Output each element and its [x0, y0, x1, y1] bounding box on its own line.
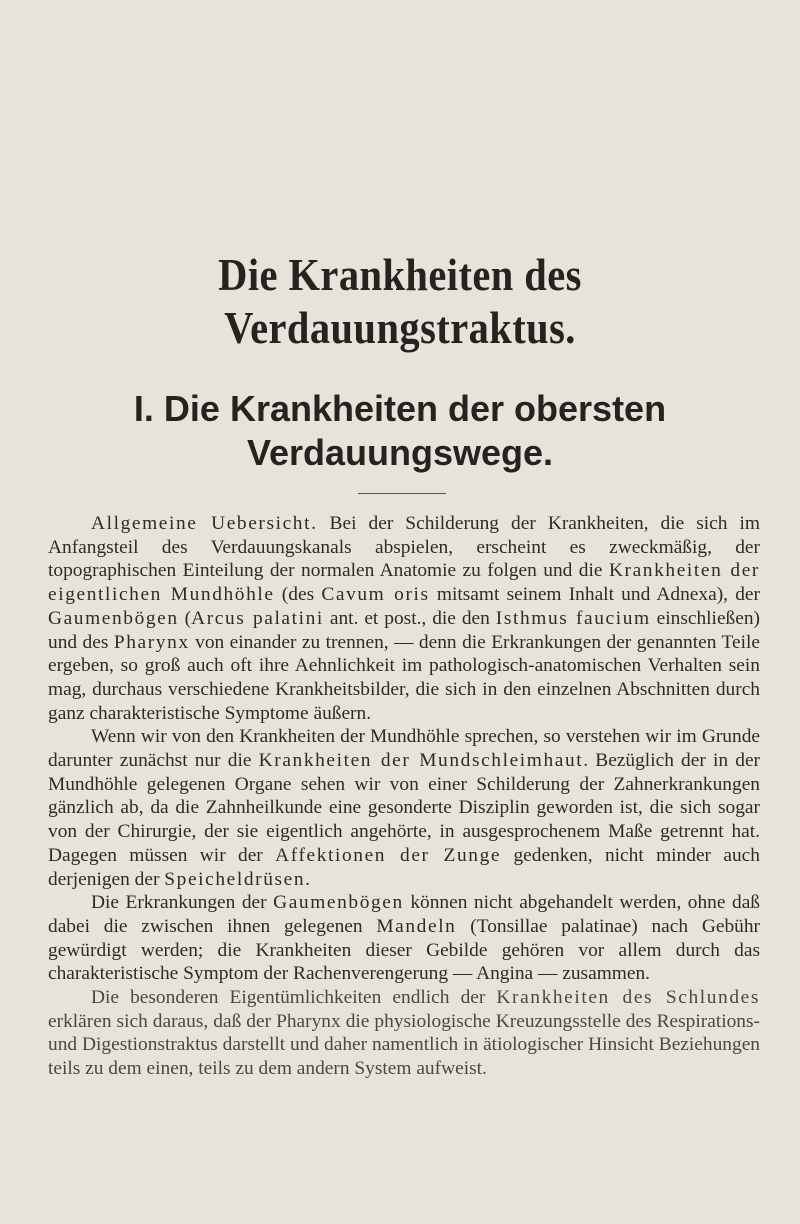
text-run: Die Erkrankungen der: [91, 892, 274, 914]
emphasized-term: Arcus palatini: [191, 607, 324, 629]
emphasized-term: Isthmus faucium: [495, 607, 651, 629]
text-run: können nicht abgehandelt werden, ohne daß dabei die zwischen ihnen gelegenen: [48, 892, 760, 937]
text-run: .: [305, 868, 311, 890]
body-text: [48, 512, 760, 1081]
text-run: . Bezüglich der in der Mundhöhle gelegenen Organe sehen wir von einer Schilderung der Zahnerkrankungen gänzlich ab, da die Zahnheilkunde eine gesonderte Disziplin geworden ist, die sich sogar von der Chirurgie, der sie eigentlich angehörte, in ausgesprochenem Maße getrennt hat. Dagegen müssen wir der: [48, 750, 761, 866]
text-run: gedenken, nicht minder auch derjenigen der: [48, 844, 760, 890]
text-run: (: [178, 607, 192, 629]
chapter-title: Die Krankheiten des Verdauungstraktus.: [218, 249, 582, 353]
emphasized-term: Cavum oris: [321, 584, 430, 606]
emphasized-term: Krankheiten der Mundschleimhaut: [258, 750, 584, 772]
text-run: mitsamt seinem Inhalt und Adnexa), der: [429, 584, 760, 606]
emphasized-term: Gaumenbögen: [48, 607, 179, 629]
emphasized-term: Pharynx: [113, 631, 190, 653]
text-run: einschließen) und des: [48, 607, 760, 653]
section-title-line-1: I. Die Krankheiten der obersten: [133, 388, 667, 429]
text-run: (Tonsillae palatinae) nach Gebühr gewürdigt werden; die Krankheiten dieser Gebilde gehören vor allem durch das charakteristische Symptom der Rachenverengerung — Angina — zusammen.: [48, 915, 760, 985]
text-run: Die besonderen Eigentümlichkeiten endlich der: [91, 987, 497, 1009]
text-run: Bei der Schilderung der Krankheiten, die sich im Anfangsteil des Verdauungskanals abspielen, erscheint es zweckmäßig, der topographischen Einteilung der normalen Anatomie zu folgen und die: [48, 513, 760, 582]
emphasized-term: Mandeln: [376, 915, 457, 937]
emphasized-term: Krankheiten der eigentlichen Mundhöhle: [48, 560, 760, 606]
text-run: Wenn wir von den Krankheiten der Mundhöhle sprechen, so verstehen wir im Grunde darunter zunächst nur die: [48, 726, 760, 772]
emphasized-term: Affektionen der Zunge: [275, 844, 502, 866]
paragraph: [48, 725, 760, 891]
emphasized-term: Gaumenbögen: [273, 892, 404, 914]
separator-rule: [358, 493, 446, 494]
emphasized-term: Krankheiten des Schlundes: [496, 987, 760, 1009]
text-run: ant. et post., die den: [323, 607, 496, 629]
text-run: erklären sich daraus, daß der Pharynx die physiologische Kreuzungsstelle des Respirations- und Digestionstraktus darstellt und daher namentlich in ätiologischer Hinsicht Beziehungen teils zu dem einen, teils zu dem andern System aufweist.: [48, 1010, 760, 1080]
text-run: (des: [274, 584, 322, 606]
paragraph: [48, 891, 760, 986]
paragraph: [48, 512, 760, 725]
paragraph: [48, 986, 760, 1081]
text-run: von einander zu trennen, — denn die Erkrankungen der genannten Teile ergeben, so groß auch oft ihre Aehnlichkeit im pathologisch-anatomischen Verhalten sein mag, durchaus verschiedene Krankheitsbilder, die sich in den einzelnen Abschnitten durch ganz charakteristische Symptome äußern.: [48, 631, 760, 724]
emphasized-term: Allgemeine Uebersicht.: [91, 513, 318, 534]
emphasized-term: Speicheldrüsen: [164, 868, 306, 890]
section-title-line-2: Verdauungswege.: [246, 432, 554, 473]
